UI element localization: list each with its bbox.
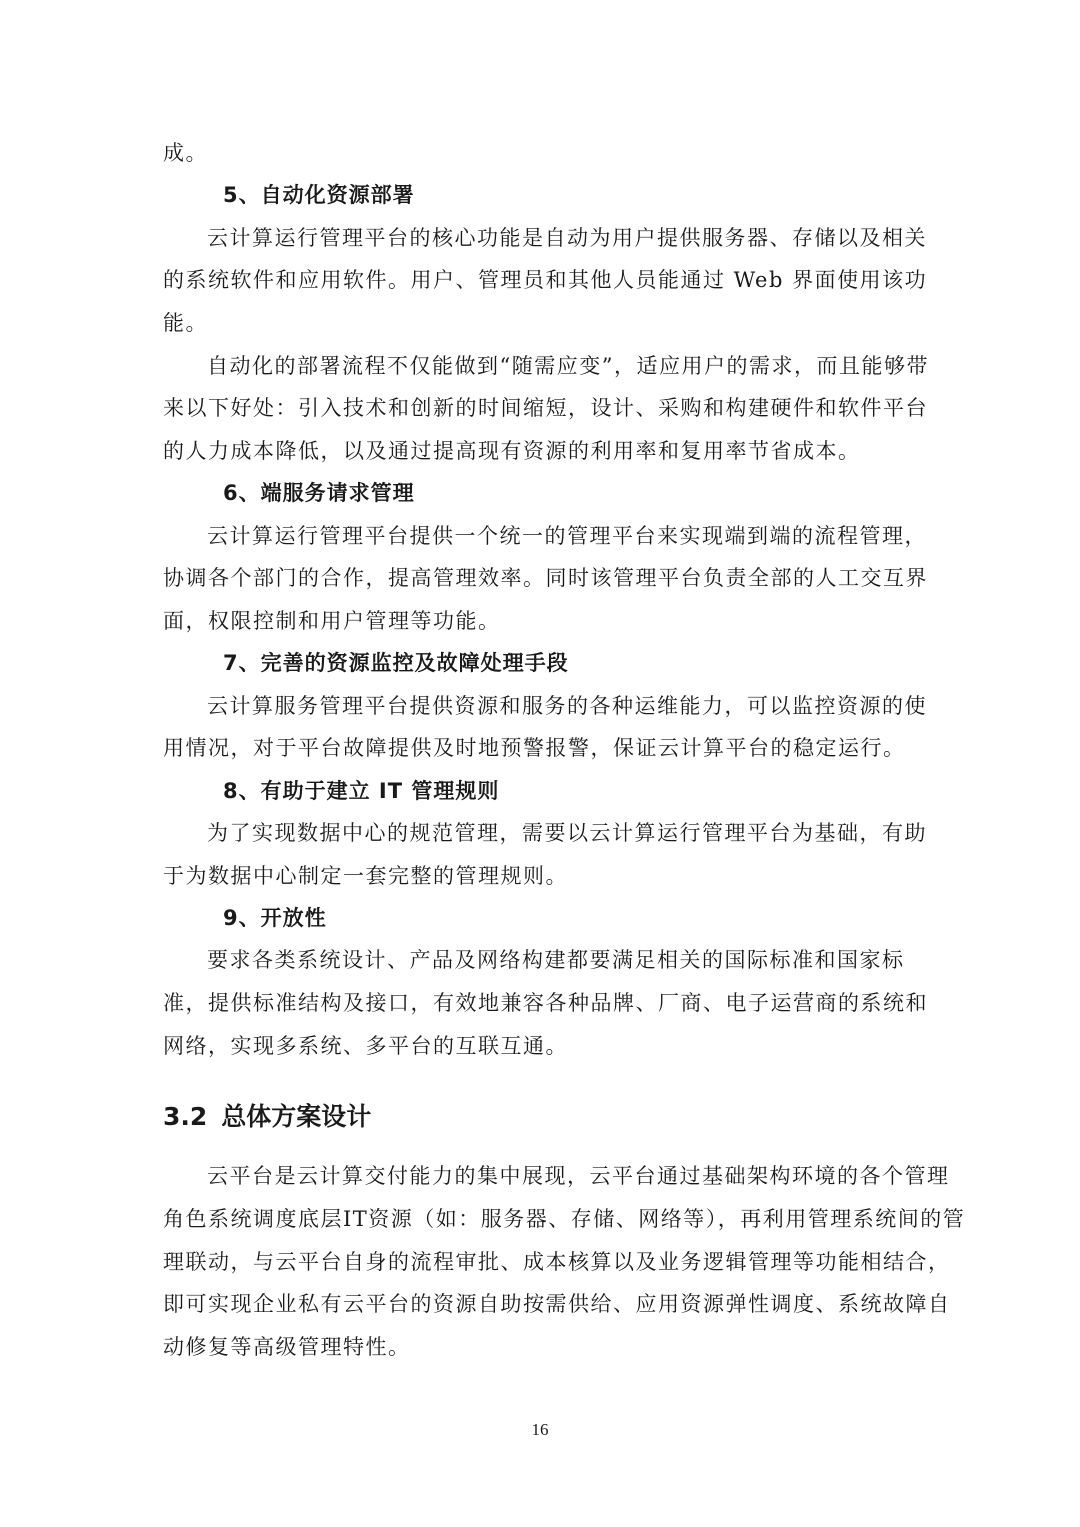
text-line: 自动化的部署流程不仅能做到“随需应变”，适应用户的需求，而且能够带 (207, 354, 929, 378)
text-line: 网络，实现多系统、多平台的互联互通。 (163, 1034, 568, 1058)
text-line: 云计算服务管理平台提供资源和服务的各种运维能力，可以监控资源的使 (207, 694, 927, 718)
text-line: 理联动，与云平台自身的流程审批、成本核算以及业务逻辑管理等功能相结合， (163, 1250, 951, 1274)
section-number: 3.2 (163, 1102, 208, 1131)
text-line: 成。 (163, 141, 208, 165)
text-line: 用情况，对于平台故障提供及时地预警报警，保证云计算平台的稳定运行。 (163, 736, 906, 760)
section-title-text: 总体方案设计 (221, 1102, 372, 1131)
text-line: 为了实现数据中心的规范管理，需要以云计算运行管理平台为基础，有助 (207, 821, 927, 845)
heading-openness: 9、开放性 (223, 906, 327, 930)
text-line: 动修复等高级管理特性。 (163, 1335, 411, 1359)
text-line: 要求各类系统设计、产品及网络构建都要满足相关的国际标准和国家标 (207, 948, 905, 972)
text-line: 面，权限控制和用户管理等功能。 (163, 609, 501, 633)
page-number: 16 (531, 1420, 549, 1439)
text-line: 角色系统调度底层IT资源（如：服务器、存储、网络等），再利用管理系统间的管 (163, 1207, 966, 1231)
text-line: 准，提供标准结构及接口，有效地兼容各种品牌、厂商、电子运营商的系统和 (163, 991, 928, 1015)
heading-automated-deployment: 5、自动化资源部署 (223, 183, 415, 207)
heading-monitoring: 7、完善的资源监控及故障处理手段 (223, 651, 569, 675)
section-title (163, 1100, 371, 1134)
text-line: 的系统软件和应用软件。用户、管理员和其他人员能通过 Web 界面使用该功 (163, 268, 928, 292)
heading-service-request: 6、端服务请求管理 (223, 481, 415, 505)
text-line: 的人力成本降低，以及通过提高现有资源的利用率和复用率节省成本。 (163, 439, 861, 463)
text-line: 云计算运行管理平台提供一个统一的管理平台来实现端到端的流程管理， (207, 524, 927, 548)
text-line: 即可实现企业私有云平台的资源自助按需供给、应用资源弹性调度、系统故障自 (163, 1292, 951, 1316)
heading-it-rules: 8、有助于建立 IT 管理规则 (223, 779, 500, 803)
text-line: 于为数据中心制定一套完整的管理规则。 (163, 864, 568, 888)
text-line: 云计算运行管理平台的核心功能是自动为用户提供服务器、存储以及相关 (207, 226, 927, 250)
text-line: 云平台是云计算交付能力的集中展现，云平台通过基础架构环境的各个管理 (207, 1164, 950, 1188)
text-line: 协调各个部门的合作，提高管理效率。同时该管理平台负责全部的人工交互界 (163, 566, 928, 590)
text-line: 来以下好处：引入技术和创新的时间缩短，设计、采购和构建硬件和软件平台 (163, 396, 928, 420)
text-line: 能。 (163, 311, 208, 335)
